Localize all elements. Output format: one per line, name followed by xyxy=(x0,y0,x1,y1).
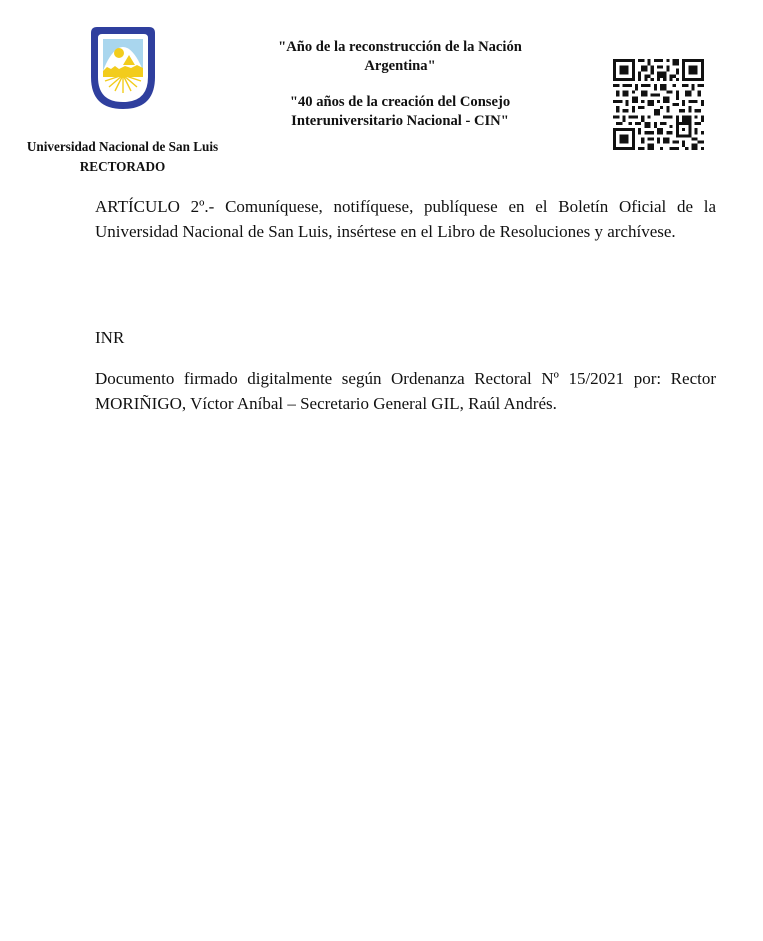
digital-signature-note: Documento firmado digitalmente según Ordenanza Rectoral Nº 15/2021 por: Rector MORIÑIGO, Víctor Aníbal – Secretario General GIL, Raúl Andrés. xyxy=(95,369,716,413)
institution-name: Universidad Nacional de San Luis xyxy=(26,139,219,154)
initials: INR xyxy=(95,328,125,347)
motto-year xyxy=(250,38,550,76)
motto-cin xyxy=(250,93,550,131)
header-mottos xyxy=(250,38,550,131)
institution-block xyxy=(10,137,235,177)
motto-cin-line1: "40 años de la creación del Consejo xyxy=(289,94,511,110)
qr-code-icon xyxy=(613,59,704,150)
motto-cin-line2: Interuniversitario Nacional - CIN" xyxy=(291,113,509,129)
motto-year-line2: Argentina" xyxy=(364,58,436,74)
university-logo-icon xyxy=(89,25,157,111)
motto-year-line1: "Año de la reconstrucción de la Nación xyxy=(278,39,522,55)
article-paragraph: ARTÍCULO 2º.- Comuníquese, notifíquese, publíquese en el Boletín Oficial de la Universidad Nacional de San Luis, insértese en el Libro de Resoluciones y archívese. xyxy=(95,197,716,241)
institution-office: RECTORADO xyxy=(79,159,166,174)
